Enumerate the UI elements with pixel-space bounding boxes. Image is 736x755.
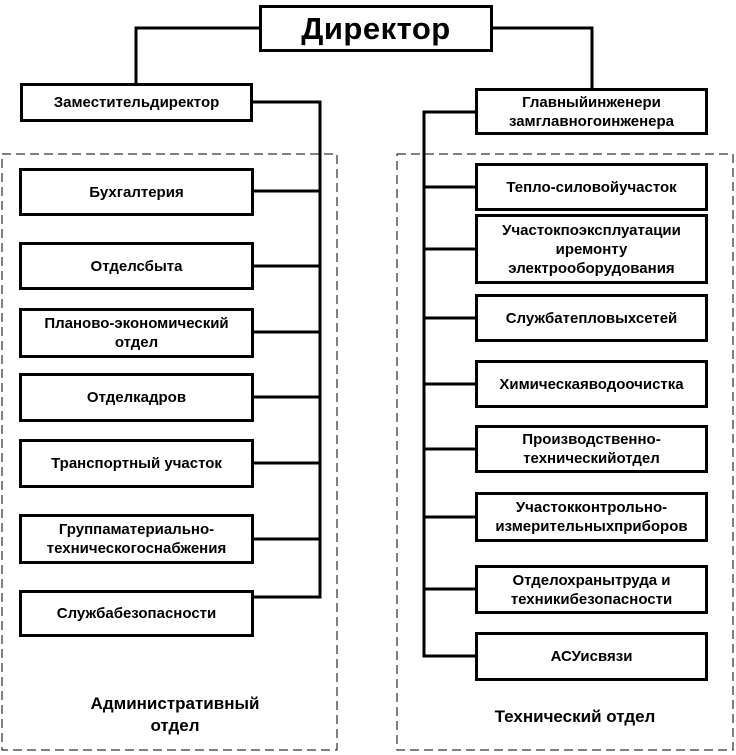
right-unit-box: Участокконтрольно- измерительныхприборов bbox=[475, 492, 708, 542]
right-unit-box: АСУисвязи bbox=[475, 632, 708, 681]
left-unit-box: Планово-экономический отдел bbox=[19, 308, 254, 358]
left-trunk-line bbox=[252, 102, 320, 597]
left-unit-box: Бухгалтерия bbox=[19, 168, 254, 216]
tech-dept-label: Технический отдел bbox=[494, 707, 656, 726]
right-unit-box: Производственно- техническийотдел bbox=[475, 425, 708, 473]
left-unit-box: Службабезопасности bbox=[19, 590, 254, 637]
left-unit-box: Отделкадров bbox=[19, 373, 254, 422]
chief-engineer-box: Главныйинженери замглавногоинженера bbox=[475, 88, 708, 135]
right-unit-box: Химическаяводоочистка bbox=[475, 360, 708, 408]
left-unit-box: Транспортный участок bbox=[19, 439, 254, 488]
right-unit-box: Участокпоэксплуатации иремонту электрооборудования bbox=[475, 214, 708, 284]
right-unit-box: Отделохранытруда и техникибезопасности bbox=[475, 565, 708, 614]
left-unit-box: Отделсбыта bbox=[19, 242, 254, 290]
deputy-director-box: Заместительдиректор bbox=[20, 83, 253, 122]
right-unit-box: Службатепловыхсетей bbox=[475, 294, 708, 342]
left-unit-box: Группаматериально- техническогоснабжения bbox=[19, 514, 254, 564]
director-to-deputy-line bbox=[136, 28, 260, 84]
director-box: Директор bbox=[259, 5, 493, 52]
director-to-chief-engineer-line bbox=[492, 28, 592, 89]
right-unit-box: Тепло-силовойучасток bbox=[475, 163, 708, 211]
admin-dept-label: Административный отдел bbox=[90, 694, 260, 735]
